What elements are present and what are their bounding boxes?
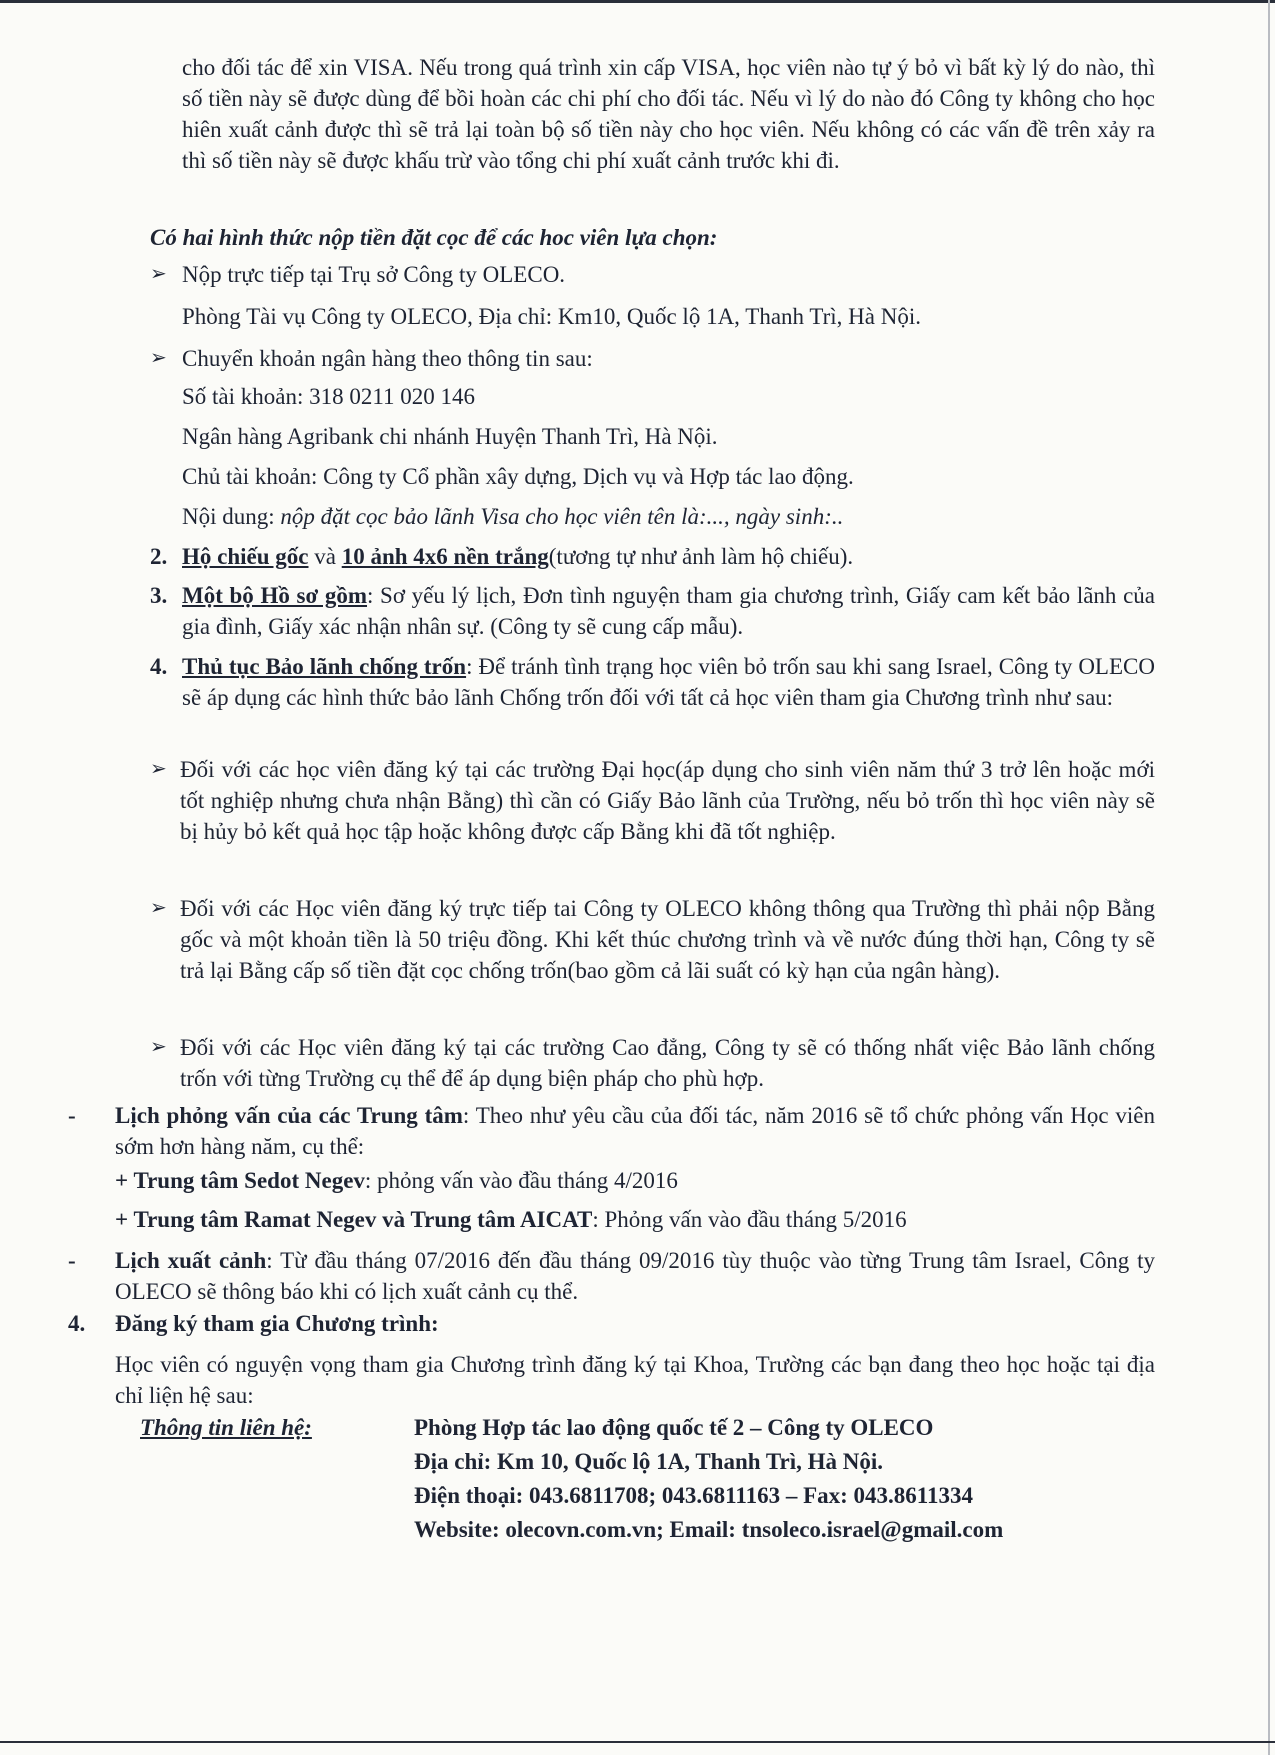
registration-number: 4. bbox=[68, 1311, 86, 1336]
arrow-bullet-icon: ➢ bbox=[150, 758, 167, 780]
bank-account-number: Số tài khoản: 318 0211 020 146 bbox=[182, 384, 476, 409]
item-4-text: : Để tránh tình trạng học viên bỏ trốn sau khi sang Israel, Công ty OLECO sẽ áp dụng các hình thức bảo lãnh Chống trốn đối với tất cả học viên tham gia Chương trình như sau: bbox=[182, 654, 1155, 710]
bank-transfer-label: Chuyển khoản ngân hàng theo thông tin sau: bbox=[182, 346, 593, 371]
transfer-content-label: Nội dung: bbox=[182, 504, 281, 529]
item-4-paragraph bbox=[182, 651, 1155, 713]
departure-paragraph bbox=[115, 1245, 1155, 1307]
arrow-bullet-icon: ➢ bbox=[150, 1036, 167, 1058]
bank-name: Ngân hàng Agribank chi nhánh Huyện Thanh Trì, Hà Nội. bbox=[182, 424, 718, 449]
transfer-content-value: nộp đặt cọc bảo lãnh Visa cho học viên tên là:..., ngày sinh:.. bbox=[280, 504, 844, 529]
item-2-and: và bbox=[308, 544, 342, 569]
passport-requirement: Hộ chiếu gốc bbox=[182, 544, 309, 569]
departure-title: Lịch xuất cảnh bbox=[115, 1248, 267, 1273]
deposit-methods-heading: Có hai hình thức nộp tiền đặt cọc để các hoc viên lựa chọn: bbox=[150, 225, 718, 250]
arrow-bullet-icon: ➢ bbox=[150, 347, 167, 369]
photo-note: (tương tự như ảnh làm hộ chiếu). bbox=[548, 544, 854, 569]
sedot-negev-text: : phỏng vấn vào đầu tháng 4/2016 bbox=[364, 1168, 678, 1193]
departure-dash: - bbox=[68, 1248, 76, 1273]
item-3-number: 3. bbox=[150, 583, 168, 608]
interview-title: Lịch phỏng vấn của các Trung tâm bbox=[115, 1103, 463, 1128]
contact-address: Địa chỉ: Km 10, Quốc lộ 1A, Thanh Trì, Hà Nội. bbox=[414, 1449, 883, 1474]
bank-account-holder: Chủ tài khoản: Công ty Cổ phần xây dựng, Dịch vụ và Hợp tác lao động. bbox=[182, 464, 854, 489]
contact-web-email: Website: olecovn.com.vn; Email: tnsoleco.israel@gmail.com bbox=[414, 1517, 1004, 1542]
item-3-text: : Sơ yếu lý lịch, Đơn tình nguyện tham gia chương trình, Giấy cam kết bảo lãnh của gia đình, Giấy xác nhận nhân sự. (Công ty sẽ cung cấp mẫu). bbox=[182, 583, 1155, 639]
guarantee-bullet-university: Đối với các học viên đăng ký tại các trường Đại học(áp dụng cho sinh viên năm thứ 3 trở lên hoặc mới tốt nghiệp nhưng chưa nhận Bằng) thì cần có Giấy Bảo lãnh của Trường, nếu bỏ trốn thì học viên này sẽ bị hủy bỏ kết quả học tập hoặc không được cấp Bằng khi đã tốt nghiệp. bbox=[180, 757, 1155, 844]
registration-text: Học viên có nguyện vọng tham gia Chương trình đăng ký tại Khoa, Trường các bạn đang theo học hoặc tại địa chỉ liện hệ sau: bbox=[115, 1352, 1155, 1408]
photo-requirement: 10 ảnh 4x6 nền trắng bbox=[341, 544, 549, 569]
registration-title: Đăng ký tham gia Chương trình: bbox=[115, 1311, 439, 1336]
contact-label: Thông tin liên hệ: bbox=[140, 1415, 312, 1440]
interview-paragraph bbox=[115, 1100, 1155, 1162]
sedot-negev-name: + Trung tâm Sedot Negev bbox=[115, 1168, 365, 1193]
contact-phone: Điện thoại: 043.6811708; 043.6811163 – Fax: 043.8611334 bbox=[414, 1483, 974, 1508]
sedot-negev-line bbox=[115, 1165, 678, 1196]
scan-right-edge bbox=[1268, 0, 1270, 1755]
item-4-number: 4. bbox=[150, 654, 168, 679]
direct-payment-label: Nộp trực tiếp tại Trụ sở Công ty OLECO. bbox=[182, 262, 566, 287]
intro-paragraph: cho đối tác để xin VISA. Nếu trong quá trình xin cấp VISA, học viên nào tự ý bỏ vì bất kỳ lý do nào, thì số tiền này sẽ được dùng để bồi hoàn các chi phí cho đối tác. Nếu vì lý do nào đó Công ty không cho học hiên xuất cảnh được thì sẽ trả lại toàn bộ số tiền này cho học viên. Nếu không có các vấn đề trên xảy ra thì số tiền này sẽ được khấu trừ vào tổng chi phí xuất cảnh trước khi đi. bbox=[182, 55, 1155, 173]
transfer-content bbox=[182, 501, 843, 532]
arrow-bullet-icon: ➢ bbox=[150, 897, 167, 919]
item-2-number: 2. bbox=[150, 544, 168, 569]
departure-text: : Từ đầu tháng 07/2016 đến đầu tháng 09/2016 tùy thuộc vào từng Trung tâm Israel, Công ty OLECO sẽ thông báo khi có lịch xuất cảnh cụ thể. bbox=[115, 1248, 1155, 1304]
ramat-negev-name: + Trung tâm Ramat Negev và Trung tâm AICAT bbox=[115, 1207, 593, 1232]
item-4-title: Thủ tục Bảo lãnh chống trốn bbox=[182, 654, 467, 679]
interview-text: : Theo như yêu cầu của đối tác, năm 2016 sẽ tổ chức phỏng vấn Học viên sớm hơn hàng năm, cụ thể: bbox=[115, 1103, 1155, 1159]
contact-office: Phòng Hợp tác lao động quốc tế 2 – Công ty OLECO bbox=[414, 1415, 934, 1440]
scan-top-edge bbox=[0, 0, 1275, 3]
ramat-negev-line bbox=[115, 1204, 907, 1235]
guarantee-bullet-college: Đối với các Học viên đăng ký tại các trường Cao đẳng, Công ty sẽ có thống nhất việc Bảo lãnh chống trốn với từng Trường cụ thể để áp dụng biện pháp cho phù hợp. bbox=[180, 1035, 1155, 1091]
interview-dash: - bbox=[68, 1103, 76, 1128]
item-2-line bbox=[182, 541, 853, 572]
item-3-paragraph bbox=[182, 580, 1155, 642]
ramat-negev-text: : Phỏng vấn vào đầu tháng 5/2016 bbox=[592, 1207, 907, 1232]
guarantee-bullet-direct: Đối với các Học viên đăng ký trực tiếp tai Công ty OLECO không thông qua Trường thì phải nộp Bằng gốc và một khoản tiền là 50 triệu đồng. Khi kết thúc chương trình và về nước đúng thời hạn, Công ty sẽ trả lại Bằng cấp số tiền đặt cọc chống trốn(bao gồm cả lãi suất có kỳ hạn của ngân hàng). bbox=[180, 896, 1155, 983]
arrow-bullet-icon: ➢ bbox=[150, 263, 167, 285]
direct-payment-address: Phòng Tài vụ Công ty OLECO, Địa chỉ: Km10, Quốc lộ 1A, Thanh Trì, Hà Nội. bbox=[182, 304, 921, 329]
scan-bottom-edge bbox=[0, 1741, 1275, 1743]
item-3-title: Một bộ Hồ sơ gồm bbox=[182, 583, 368, 608]
